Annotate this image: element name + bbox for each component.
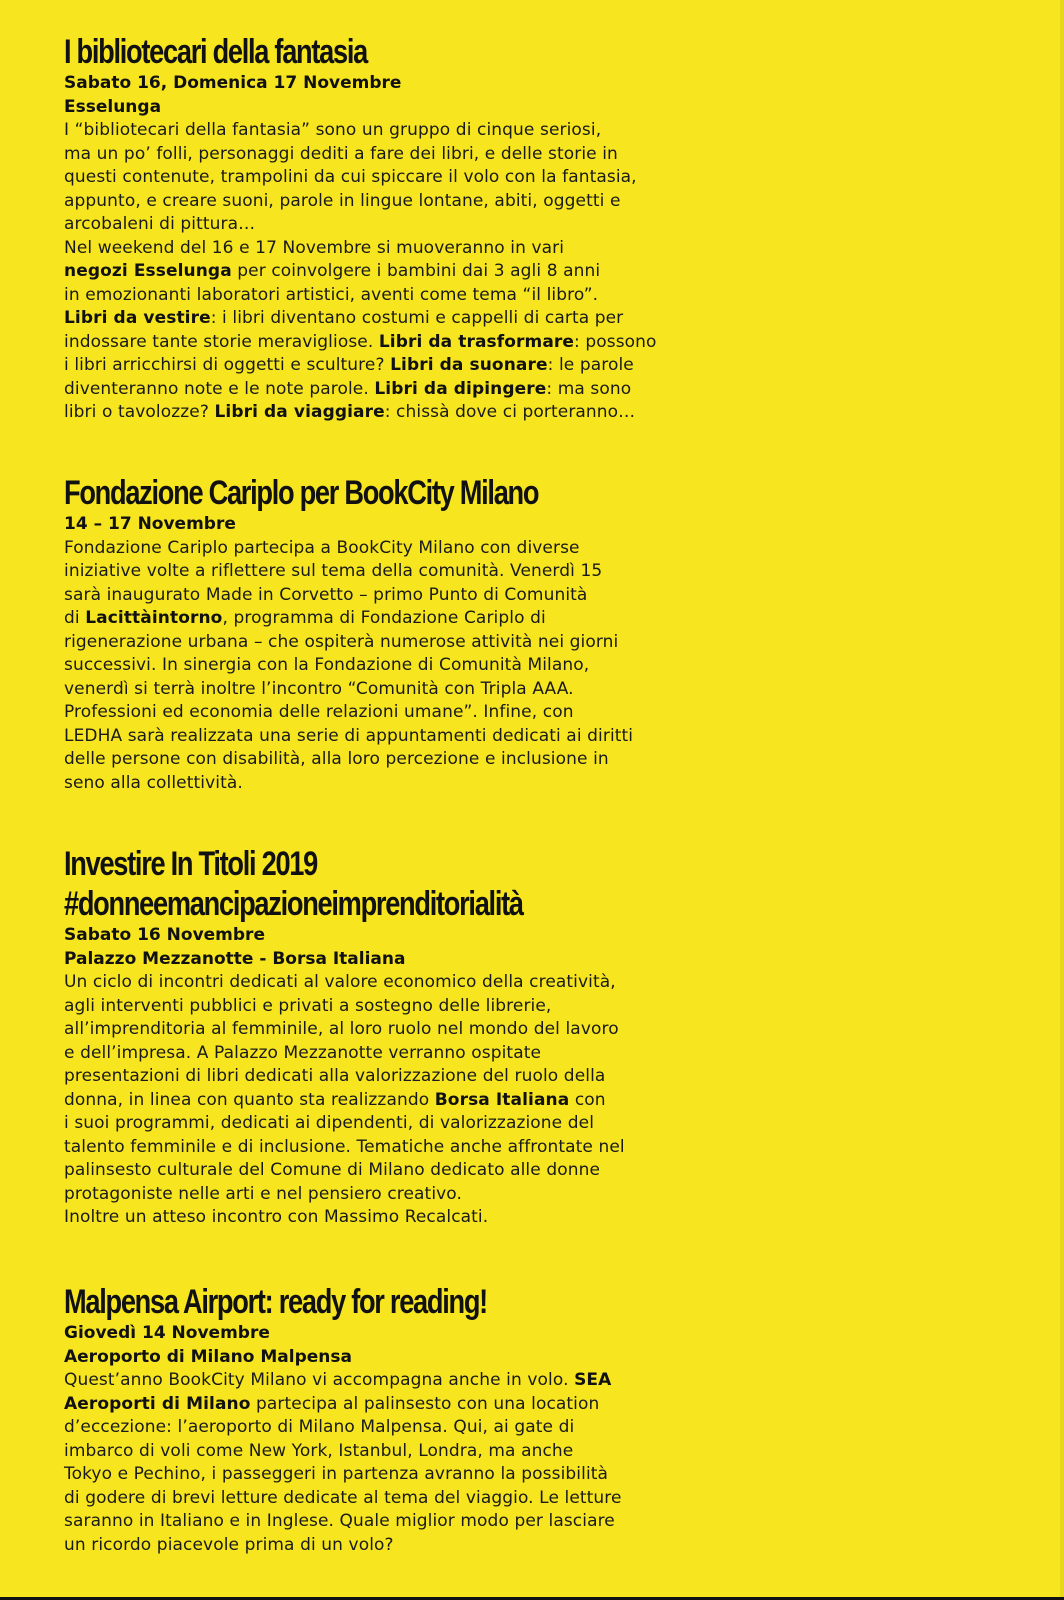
body-text: : le parole: [547, 355, 634, 375]
body-line: [64, 354, 684, 378]
body-text: : i libri diventano costumi e cappelli di carta per: [210, 308, 624, 328]
body-text: un ricordo piacevole prima di un volo?: [64, 1534, 394, 1555]
section-body: [64, 119, 684, 425]
body-line: [64, 772, 684, 796]
section-body: [64, 971, 684, 1230]
body-text: Inoltre un atteso incontro con Massimo Recalcati.: [64, 1207, 489, 1227]
body-line: [64, 213, 684, 237]
body-line: [64, 331, 684, 355]
highlight-text: Libri da vestire: [64, 308, 211, 328]
event-date: Sabato 16 Novembre: [64, 925, 265, 945]
body-line: [64, 1393, 684, 1417]
body-text: indossare tante storie meravigliose.: [64, 331, 379, 352]
section-title: Malpensa Airport: ready for reading!: [64, 1283, 487, 1321]
body-line: [64, 1369, 684, 1393]
body-text: I “bibliotecari della fantasia” sono un gruppo di cinque seriosi,: [64, 120, 602, 140]
body-text: di: [64, 608, 86, 628]
body-line: [64, 560, 684, 584]
body-text: venerdì si terrà inoltre l’incontro “Comunità con Tripla AAA.: [64, 678, 574, 699]
body-line: [64, 166, 684, 190]
body-text: sarà inaugurato Made in Corvetto – primo Punto di Comunità: [64, 584, 588, 605]
highlight-text: Libri da trasformare: [378, 331, 575, 352]
body-text: Professioni ed economia delle relazioni umane”. Infine, con: [64, 702, 574, 722]
body-line: [64, 307, 684, 331]
body-line: [64, 1510, 684, 1534]
body-line: [64, 701, 684, 725]
body-line: [64, 1206, 684, 1230]
body-line: [64, 284, 684, 308]
body-line: [64, 1136, 684, 1160]
section-body: [64, 1369, 684, 1557]
body-text: : possono: [574, 331, 657, 352]
highlight-text: Libri da suonare: [390, 355, 548, 375]
body-line: [64, 143, 684, 167]
body-line: [64, 1089, 684, 1113]
body-line: [64, 1042, 684, 1066]
highlight-text: Libri da dipingere: [374, 378, 547, 399]
body-text: delle persone con disabilità, alla loro percezione e inclusione in: [64, 749, 609, 769]
event-date: Sabato 16, Domenica 17 Novembre: [64, 73, 402, 93]
body-line: [64, 1416, 684, 1440]
body-line: [64, 725, 684, 749]
body-line: [64, 1487, 684, 1511]
body-text: iniziative volte a riflettere sul tema della comunità. Venerdì 15: [64, 561, 603, 581]
body-line: [64, 260, 684, 284]
body-line: [64, 1440, 684, 1464]
body-text: imbarco di voli come New York, Istanbul, Londra, ma anche: [64, 1440, 574, 1461]
body-text: Un ciclo di incontri dedicati al valore economico della creatività,: [64, 972, 616, 992]
body-text: Nel weekend del 16 e 17 Novembre si muoveranno in vari: [64, 237, 565, 258]
section-title: Investire In Titoli 2019: [64, 845, 317, 883]
section-title: I bibliotecari della fantasia: [64, 33, 367, 71]
body-line: [64, 237, 684, 261]
highlight-text: Borsa Italiana: [434, 1089, 570, 1110]
body-text: presentazioni di libri dedicati alla valorizzazione del ruolo della: [64, 1066, 606, 1086]
event-place: Aeroporto di Milano Malpensa: [64, 1346, 352, 1367]
body-text: , programma di Fondazione Cariplo di: [222, 608, 546, 628]
body-text: libri o tavolozze?: [64, 402, 215, 422]
body-line: [64, 1018, 684, 1042]
body-text: : ma sono: [546, 378, 632, 399]
body-text: LEDHA sarà realizzata una serie di appuntamenti dedicati ai diritti: [64, 725, 634, 746]
section-title-hashtag: #donneemancipazioneimprenditorialità: [64, 885, 523, 923]
body-line: [64, 119, 684, 143]
body-line: [64, 537, 684, 561]
event-section-cariplo: [64, 473, 684, 795]
body-text: e dell’impresa. A Palazzo Mezzanotte verranno ospitate: [64, 1042, 542, 1063]
body-line: [64, 654, 684, 678]
event-place: Palazzo Mezzanotte - Borsa Italiana: [64, 948, 406, 969]
body-line: [64, 678, 684, 702]
event-section-investire: [64, 844, 684, 1230]
body-line: [64, 378, 684, 402]
body-text: con: [569, 1089, 606, 1110]
body-line: [64, 995, 684, 1019]
body-line: [64, 607, 684, 631]
body-text: questi contenute, trampolini da cui spiccare il volo con la fantasia,: [64, 167, 637, 187]
body-text: i suoi programmi, dedicati ai dipendenti, di valorizzazione del: [64, 1113, 595, 1133]
body-line: [64, 1065, 684, 1089]
body-line: [64, 401, 684, 425]
body-line: [64, 1183, 684, 1207]
body-text: rigenerazione urbana – che ospiterà numerose attività nei giorni: [64, 631, 619, 652]
body-line: [64, 584, 684, 608]
body-line: [64, 1159, 684, 1183]
body-text: d’eccezione: l’aeroporto di Milano Malpensa. Qui, ai gate di: [64, 1417, 575, 1437]
section-title: Fondazione Cariplo per BookCity Milano: [64, 474, 539, 512]
body-text: Fondazione Cariplo partecipa a BookCity Milano con diverse: [64, 537, 580, 558]
body-line: [64, 971, 684, 995]
event-section-bibliotecari: [64, 32, 684, 425]
page-edge-shadow: [1060, 0, 1064, 1600]
body-text: di godere di brevi letture dedicate al tema del viaggio. Le letture: [64, 1487, 622, 1508]
body-text: Tokyo e Pechino, i passeggeri in partenza avranno la possibilità: [64, 1464, 609, 1484]
body-text: appunto, e creare suoni, parole in lingue lontane, abiti, oggetti e: [64, 190, 621, 211]
body-text: in emozionanti laboratori artistici, aventi come tema “il libro”.: [64, 284, 599, 305]
highlight-text: Aeroporti di Milano: [64, 1393, 251, 1414]
event-date: Giovedì 14 Novembre: [64, 1323, 270, 1343]
body-text: per coinvolgere i bambini dai 3 agli 8 anni: [231, 261, 601, 281]
body-text: Quest’anno BookCity Milano vi accompagna anche in volo.: [64, 1370, 575, 1390]
body-text: donna, in linea con quanto sta realizzando: [64, 1089, 435, 1110]
event-date: 14 – 17 Novembre: [64, 514, 236, 534]
body-text: palinsesto culturale del Comune di Milano dedicato alle donne: [64, 1160, 601, 1180]
body-text: saranno in Italiano e in Inglese. Quale miglior modo per lasciare: [64, 1511, 615, 1531]
body-text: arcobaleni di pittura…: [64, 214, 256, 234]
body-line: [64, 190, 684, 214]
event-place: Esselunga: [64, 96, 162, 117]
body-line: [64, 1534, 684, 1558]
highlight-text: Libri da viaggiare: [214, 402, 385, 422]
body-line: [64, 1463, 684, 1487]
highlight-text: SEA: [574, 1370, 612, 1390]
body-text: ma un po’ folli, personaggi dediti a fare dei libri, e delle storie in: [64, 143, 618, 164]
event-section-malpensa: [64, 1282, 684, 1557]
body-text: diventeranno note e le note parole.: [64, 378, 375, 399]
highlight-text: negozi Esselunga: [64, 261, 232, 281]
body-text: i libri arricchirsi di oggetti e sculture?: [64, 355, 391, 375]
body-line: [64, 631, 684, 655]
body-line: [64, 1112, 684, 1136]
body-text: agli interventi pubblici e privati a sostegno delle librerie,: [64, 995, 552, 1016]
highlight-text: Lacittàintorno: [85, 608, 223, 628]
section-body: [64, 537, 684, 796]
body-text: protagoniste nelle arti e nel pensiero creativo.: [64, 1183, 463, 1204]
body-text: : chissà dove ci porteranno…: [384, 402, 636, 422]
body-text: seno alla collettività.: [64, 772, 243, 793]
body-text: talento femminile e di inclusione. Tematiche anche affrontate nel: [64, 1136, 625, 1157]
body-text: successivi. In sinergia con la Fondazione di Comunità Milano,: [64, 655, 590, 675]
body-line: [64, 748, 684, 772]
body-text: all’imprenditoria al femminile, al loro ruolo nel mondo del lavoro: [64, 1019, 619, 1039]
body-text: partecipa al palinsesto con una location: [250, 1393, 600, 1414]
